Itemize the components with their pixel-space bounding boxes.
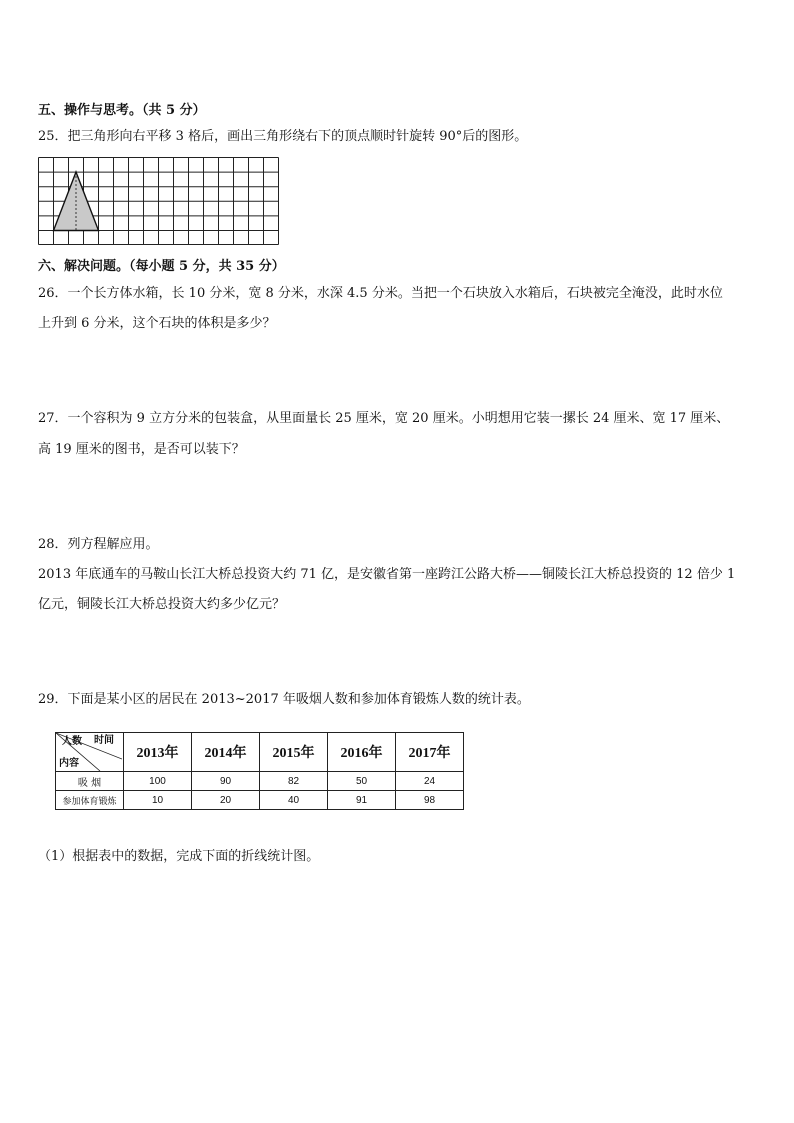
question-29-line1: 29．下面是某小区的居民在 2013~2017 年吸烟人数和参加体育锻炼人数的统计表。: [38, 692, 530, 707]
table-cell: 50: [328, 772, 396, 791]
question-26-line1: 26．一个长方体水箱，长 10 分米，宽 8 分米，水深 4.5 分米。当把一个石块放入水箱后，石块被完全淹没，此时水位: [38, 286, 723, 301]
row-label-smoking: 吸 烟: [56, 772, 124, 791]
section6-title: 六、解决问题。（每小题 5 分，共 35 分）: [38, 259, 285, 274]
table-cell: 100: [124, 772, 192, 791]
question-28-line3: 亿元，铜陵长江大桥总投资大约多少亿元？: [38, 597, 286, 612]
table-cell: 10: [124, 791, 192, 810]
year-header: 2014年: [192, 733, 260, 772]
statistics-table: [55, 732, 464, 810]
corner-label-content: 内容: [59, 758, 79, 769]
section5-title: 五、操作与思考。（共 5 分）: [38, 103, 206, 118]
question-28-line1: 28．列方程解应用。: [38, 537, 159, 552]
table-row: [56, 791, 464, 810]
question-26-line2: 上升到 6 分米，这个石块的体积是多少？: [38, 316, 276, 331]
table-cell: 90: [192, 772, 260, 791]
table-cell: 82: [260, 772, 328, 791]
table-corner-header: [56, 733, 124, 772]
corner-label-time: 时间: [94, 735, 114, 746]
table-cell: 98: [396, 791, 464, 810]
table-cell: 91: [328, 791, 396, 810]
question-25: 25．把三角形向右平移 3 格后，画出三角形绕右下的顶点顺时针旋转 90°后的图形。: [38, 129, 528, 144]
table-row: [56, 772, 464, 791]
year-header: 2015年: [260, 733, 328, 772]
question-28-line2: 2013 年底通车的马鞍山长江大桥总投资大约 71 亿，是安徽省第一座跨江公路大桥——铜陵长江大桥总投资的 12 倍少 1: [38, 567, 736, 582]
table-cell: 40: [260, 791, 328, 810]
year-header: 2016年: [328, 733, 396, 772]
year-header: 2017年: [396, 733, 464, 772]
table-cell: 24: [396, 772, 464, 791]
question-29-sub1: （1）根据表中的数据，完成下面的折线统计图。: [38, 849, 320, 864]
triangle-grid[interactable]: [38, 157, 280, 249]
question-27-line1: 27．一个容积为 9 立方分米的包装盒，从里面量长 25 厘米，宽 20 厘米。小明想用它装一摞长 24 厘米、宽 17 厘米、: [38, 411, 730, 426]
year-header: 2013年: [124, 733, 192, 772]
corner-label-count: 人数: [62, 736, 82, 747]
row-label-exercise: 参加体育锻炼: [56, 791, 124, 810]
table-cell: 20: [192, 791, 260, 810]
question-27-line2: 高 19 厘米的图书，是否可以装下？: [38, 442, 245, 457]
